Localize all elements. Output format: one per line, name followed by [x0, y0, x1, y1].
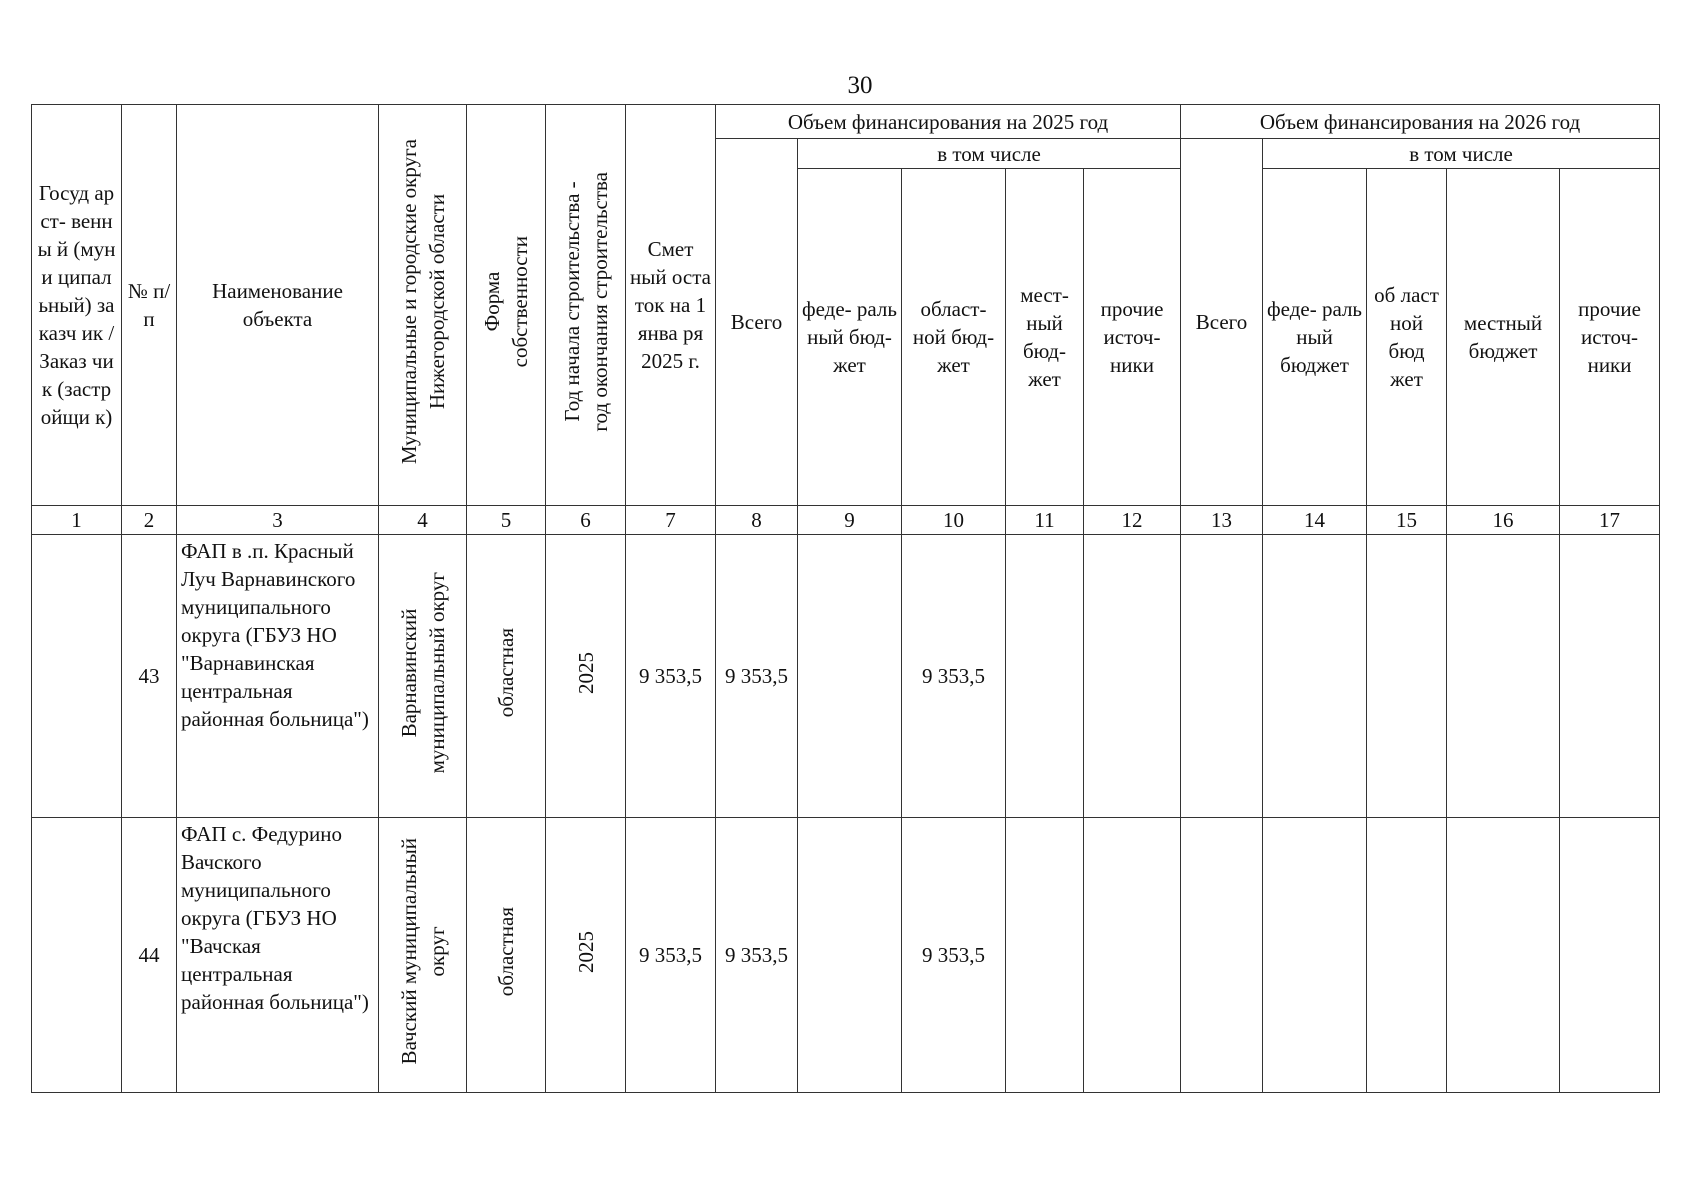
header-years: Год начала строительства - год окончания строительства — [546, 105, 626, 506]
cell-remainder: 9 353,5 — [626, 818, 716, 1093]
header-object-name: Наименование объекта — [177, 105, 379, 506]
page-number: 30 — [847, 72, 873, 99]
header-num: № п/п — [122, 105, 177, 506]
cell-regional-2026 — [1367, 535, 1447, 818]
header-regional-2026: об ласт ной бюд жет — [1367, 169, 1447, 506]
header-including-2026: в том числе — [1263, 139, 1660, 169]
cell-other-2025 — [1084, 535, 1181, 818]
table-row — [32, 818, 1660, 1093]
column-number: 14 — [1263, 506, 1367, 535]
column-number: 7 — [626, 506, 716, 535]
cell-total-2025: 9 353,5 — [716, 535, 798, 818]
column-number: 5 — [467, 506, 546, 535]
cell-federal-2025 — [798, 818, 902, 1093]
header-funding-2026: Объем финансирования на 2026 год — [1181, 105, 1660, 139]
header-other-2025: прочие источ- ники — [1084, 169, 1181, 506]
header-customer: Госуд арст- венны й (муни ципал ьный) заказч ик / Заказ чик (застр ойщи к) — [32, 105, 122, 506]
cell-object-name: ФАП с. Федурино Вачского муниципального округа (ГБУЗ НО "Вачская центральная районная больница") — [177, 818, 379, 1093]
column-number: 2 — [122, 506, 177, 535]
cell-federal-2026 — [1263, 818, 1367, 1093]
header-ownership: Форма собственности — [467, 105, 546, 506]
investment-program-table — [31, 104, 1660, 1093]
table-row — [32, 535, 1660, 818]
cell-local-2025 — [1006, 535, 1084, 818]
cell-total-2025: 9 353,5 — [716, 818, 798, 1093]
cell-ownership: областная — [467, 535, 546, 818]
column-number: 8 — [716, 506, 798, 535]
cell-regional-2025: 9 353,5 — [902, 818, 1006, 1093]
cell-other-2026 — [1560, 535, 1660, 818]
cell-total-2026 — [1181, 535, 1263, 818]
header-total-2026: Всего — [1181, 139, 1263, 506]
cell-years: 2025 — [546, 535, 626, 818]
header-local-2026: местный бюджет — [1447, 169, 1560, 506]
cell-municipality: Вачский муниципальный округ — [379, 818, 467, 1093]
header-remainder: Смет ный оста ток на 1 янва ря 2025 г. — [626, 105, 716, 506]
column-number: 10 — [902, 506, 1006, 535]
cell-years: 2025 — [546, 818, 626, 1093]
header-other-2026: прочие источ- ники — [1560, 169, 1660, 506]
column-number: 16 — [1447, 506, 1560, 535]
column-number: 6 — [546, 506, 626, 535]
cell-num: 44 — [122, 818, 177, 1093]
header-municipality: Муниципальные и городские округа Нижегородской области — [379, 105, 467, 506]
cell-local-2026 — [1447, 818, 1560, 1093]
column-number: 9 — [798, 506, 902, 535]
cell-regional-2025: 9 353,5 — [902, 535, 1006, 818]
column-number: 11 — [1006, 506, 1084, 535]
header-local-2025: мест- ный бюд- жет — [1006, 169, 1084, 506]
cell-customer — [32, 818, 122, 1093]
cell-customer — [32, 535, 122, 818]
header-including-2025: в том числе — [798, 139, 1181, 169]
cell-regional-2026 — [1367, 818, 1447, 1093]
column-number: 17 — [1560, 506, 1660, 535]
header-federal-2025: феде- раль ный бюд- жет — [798, 169, 902, 506]
header-total-2025: Всего — [716, 139, 798, 506]
column-number: 15 — [1367, 506, 1447, 535]
column-number: 4 — [379, 506, 467, 535]
header-row-1 — [32, 105, 1660, 139]
cell-federal-2025 — [798, 535, 902, 818]
cell-municipality: Варнавинский муниципальный округ — [379, 535, 467, 818]
cell-other-2025 — [1084, 818, 1181, 1093]
cell-other-2026 — [1560, 818, 1660, 1093]
header-federal-2026: феде- раль ный бюджет — [1263, 169, 1367, 506]
column-numbers-row — [32, 506, 1660, 535]
header-regional-2025: област- ной бюд- жет — [902, 169, 1006, 506]
cell-local-2026 — [1447, 535, 1560, 818]
cell-remainder: 9 353,5 — [626, 535, 716, 818]
column-number: 12 — [1084, 506, 1181, 535]
cell-ownership: областная — [467, 818, 546, 1093]
cell-object-name: ФАП в .п. Красный Луч Варнавинского муниципального округа (ГБУЗ НО "Варнавинская центральная районная больница") — [177, 535, 379, 818]
column-number: 13 — [1181, 506, 1263, 535]
column-number: 3 — [177, 506, 379, 535]
cell-num: 43 — [122, 535, 177, 818]
header-funding-2025: Объем финансирования на 2025 год — [716, 105, 1181, 139]
cell-total-2026 — [1181, 818, 1263, 1093]
cell-federal-2026 — [1263, 535, 1367, 818]
column-number: 1 — [32, 506, 122, 535]
cell-local-2025 — [1006, 818, 1084, 1093]
